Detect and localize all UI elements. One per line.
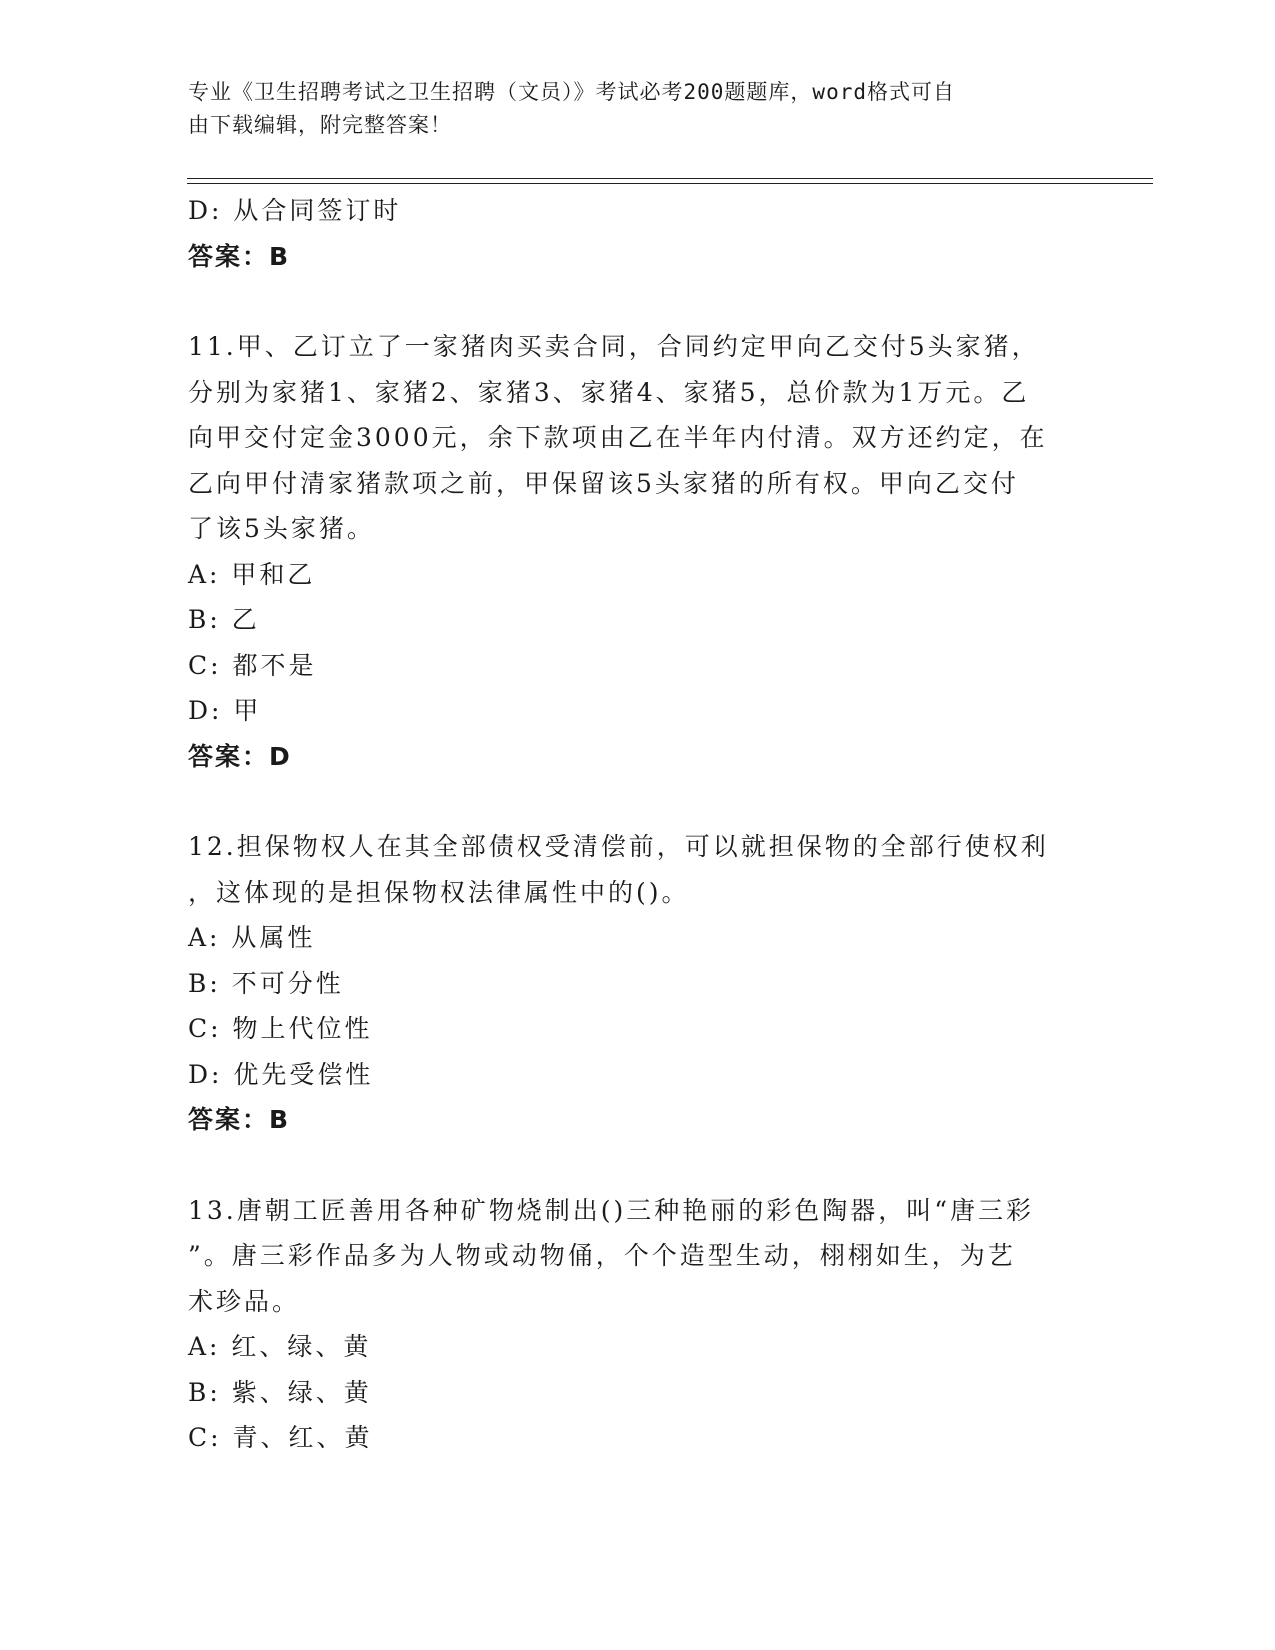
question-13 (188, 1188, 1088, 1461)
question-12 (188, 824, 1088, 1143)
option-d: D: 优先受偿性 (188, 1059, 374, 1089)
header-line-1: 专业《卫生招聘考试之卫生招聘（文员）》考试必考200题题库，word格式可自 (188, 80, 955, 104)
question-text-line: 向甲交付定金3000元，余下款项由乙在半年内付清。双方还约定，在 (188, 423, 1048, 452)
option-c: C: 物上代位性 (188, 1014, 373, 1043)
option-b: B: 紫、绿、黄 (188, 1377, 372, 1407)
question-text-line: ”。唐三彩作品多为人物或动物俑，个个造型生动，栩栩如生，为艺 (188, 1241, 1016, 1270)
question-text-line: 12.担保物权人在其全部债权受清偿前，可以就担保物的全部行使权利 (188, 832, 1049, 861)
document-header (188, 76, 1068, 142)
option-b: B: 不可分性 (188, 968, 344, 998)
option-a: A: 红、绿、黄 (188, 1332, 372, 1361)
answer-line: 答案：B (188, 1105, 291, 1134)
option-d: D: 甲 (188, 696, 262, 725)
question-text-line: 乙向甲付清家猪款项之前，甲保留该5头家猪的所有权。甲向乙交付 (188, 468, 1019, 498)
option-a: A: 甲和乙 (188, 559, 316, 589)
option-c: C: 都不是 (188, 650, 317, 680)
question-10-tail (188, 188, 1088, 279)
question-text-line: 分别为家猪1、家猪2、家猪3、家猪4、家猪5，总价款为1万元。乙 (188, 377, 1030, 407)
option-b: B: 乙 (188, 605, 260, 634)
option-c: C: 青、红、黄 (188, 1423, 373, 1452)
option-a: A: 从属性 (188, 923, 316, 952)
question-text-line: 术珍品。 (188, 1286, 301, 1316)
option-d: D: 从合同签订时 (188, 196, 402, 225)
question-text-line: 11.甲、乙订立了一家猪肉买卖合同，合同约定甲向乙交付5头家猪， (188, 332, 1040, 361)
answer-line: 答案：B (188, 241, 291, 271)
question-text-line: 13.唐朝工匠善用各种矿物烧制出()三种艳丽的彩色陶器，叫“唐三彩 (188, 1195, 1035, 1225)
header-divider-bottom (187, 183, 1153, 184)
header-line-2: 由下载编辑，附完整答案！ (188, 113, 452, 137)
answer-line: 答案：D (188, 741, 292, 771)
question-text-line: ，这体现的是担保物权法律属性中的()。 (188, 877, 690, 907)
document-body (188, 188, 1088, 1461)
question-11 (188, 324, 1088, 779)
question-text-line: 了该5头家猪。 (188, 514, 375, 543)
header-divider-top (187, 178, 1153, 179)
